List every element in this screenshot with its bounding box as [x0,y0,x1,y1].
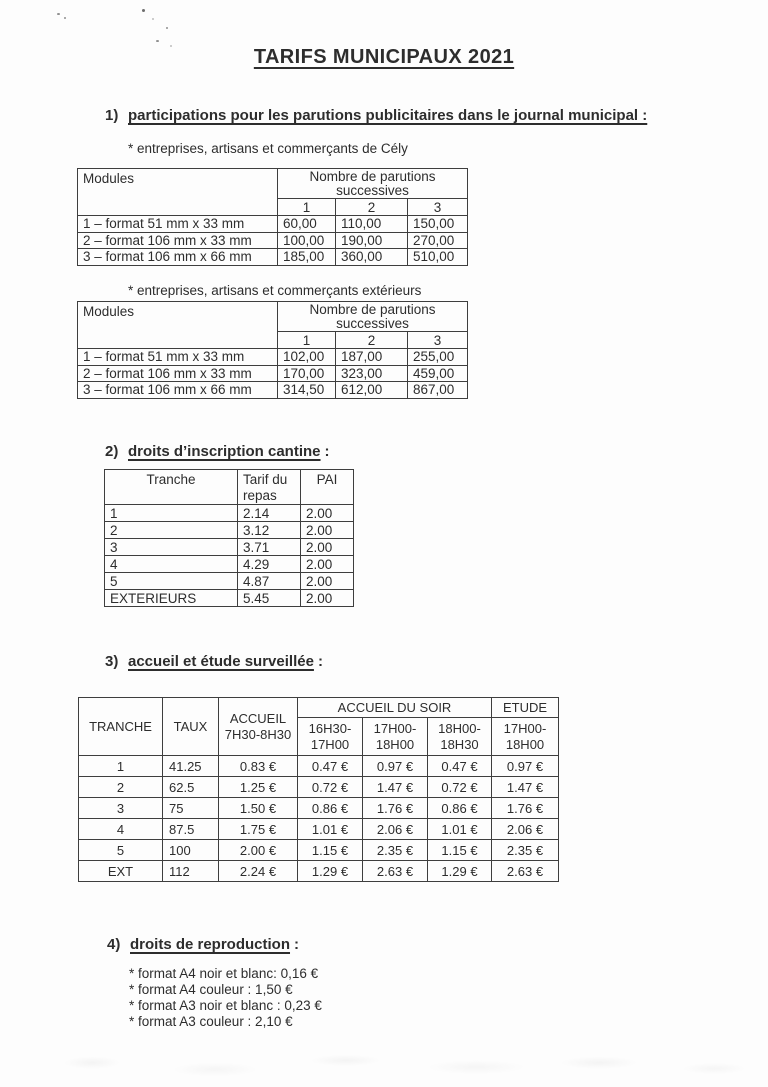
taux-cell: 87.5 [163,819,219,840]
tranche-cell: 1 [105,505,238,522]
col-header-etude-hours [492,718,559,756]
price-cell: 1.50 € [219,798,298,819]
pai-cell: 2.00 [301,522,354,539]
tarif-cell: 3.71 [238,539,301,556]
section-number: 1) [105,107,119,124]
module-cell: 1 – format 51 mm x 33 mm [78,349,278,366]
accueil-line2: 7H30-8H30 [224,726,292,742]
pai-cell: 2.00 [301,590,354,607]
price-cell: 314,50 [278,382,336,399]
price-cell: 2.00 € [219,840,298,861]
subcol-header: 1 [278,332,336,349]
table-row [79,798,559,819]
scan-speckle [142,9,145,12]
price-cell: 0.97 € [363,756,428,777]
tranche-cell: 5 [105,573,238,590]
price-cell: 170,00 [278,365,336,382]
section-number: 3) [105,653,119,670]
repro-list [129,966,322,1030]
tarif-line1: Tarif du [243,472,288,487]
soir1-line1: 16H30- [308,720,352,736]
pub-table-local [77,168,468,266]
price-cell: 0.72 € [298,777,363,798]
scan-speckle [64,17,66,19]
section-number: 4) [107,936,121,953]
etude-line2: 18H00 [505,736,545,752]
price-cell: 2.63 € [363,861,428,882]
table-row [105,556,354,573]
col-header-pai: PAI [301,470,354,505]
price-cell: 0.47 € [428,756,492,777]
price-cell: 1.47 € [492,777,559,798]
section-heading-suffix: : [294,936,300,953]
price-cell: 1.25 € [219,777,298,798]
price-cell: 255,00 [408,349,468,366]
group-line2: successives [336,316,409,331]
subcol-header: 3 [408,332,468,349]
col-header-tranche: Tranche [105,470,238,505]
tranche-cell: EXT [79,861,163,882]
price-cell: 2.24 € [219,861,298,882]
pub-table-exterior [77,301,468,399]
col-header-accueil-matin [219,698,298,756]
taux-cell: 62.5 [163,777,219,798]
taux-cell: 112 [163,861,219,882]
tarif-cell: 4.29 [238,556,301,573]
accueil-table [78,697,559,882]
tranche-cell: 2 [79,777,163,798]
section-heading-text: participations pour les parutions publicitaires dans le journal municipal : [128,107,648,124]
section-3-heading [105,653,323,670]
repro-item: * format A4 noir et blanc: 0,16 € [129,966,319,981]
tarif-cell: 3.12 [238,522,301,539]
section-4-heading [107,936,299,953]
table-row [78,249,468,266]
table-row [79,819,559,840]
tranche-cell: 2 [105,522,238,539]
repro-item: * format A4 couleur : 1,50 € [129,982,293,997]
tranche-cell: 1 [79,756,163,777]
tranche-cell: 3 [79,798,163,819]
pai-cell: 2.00 [301,556,354,573]
scan-noise [0,1038,768,1083]
scan-speckle [152,18,154,20]
scan-speckle [156,40,159,42]
price-cell: 0.72 € [428,777,492,798]
col-header-modules: Modules [78,169,278,216]
group-header-etude: ETUDE [492,698,559,718]
table-row [79,861,559,882]
module-cell: 1 – format 51 mm x 33 mm [78,216,278,233]
table-row [78,349,468,366]
tranche-cell: EXTERIEURS [105,590,238,607]
price-cell: 0.83 € [219,756,298,777]
tarif-cell: 5.45 [238,590,301,607]
pai-cell: 2.00 [301,505,354,522]
price-cell: 1.29 € [428,861,492,882]
tarif-cell: 2.14 [238,505,301,522]
tranche-cell: 4 [105,556,238,573]
cantine-table [104,469,354,607]
price-cell: 2.35 € [363,840,428,861]
price-cell: 100,00 [278,232,336,249]
tarif-line2: repas [243,488,277,503]
table-row [78,382,468,399]
price-cell: 0.86 € [428,798,492,819]
group-line1: Nombre de parutions [309,169,436,184]
price-cell: 1.76 € [363,798,428,819]
soir3-line2: 18H30 [440,736,479,752]
section-heading-text: accueil et étude surveillée [128,653,314,670]
table-row [105,573,354,590]
price-cell: 0.47 € [298,756,363,777]
table-row [105,505,354,522]
table-row [105,539,354,556]
table-row [78,232,468,249]
table-row [78,365,468,382]
price-cell: 459,00 [408,365,468,382]
taux-cell: 100 [163,840,219,861]
taux-cell: 75 [163,798,219,819]
tranche-cell: 4 [79,819,163,840]
page-title-text: TARIFS MUNICIPAUX 2021 [253,46,515,68]
scan-speckle [57,13,60,15]
price-cell: 1.47 € [363,777,428,798]
price-cell: 510,00 [408,249,468,266]
price-cell: 0.97 € [492,756,559,777]
price-cell: 1.29 € [298,861,363,882]
price-cell: 2.35 € [492,840,559,861]
table-row [105,522,354,539]
price-cell: 102,00 [278,349,336,366]
table-row [105,590,354,607]
page-title [0,46,768,69]
subcol-header: 1 [278,199,336,216]
pai-cell: 2.00 [301,539,354,556]
table-row [79,777,559,798]
price-cell: 185,00 [278,249,336,266]
col-header-tarif [238,470,301,505]
price-cell: 1.76 € [492,798,559,819]
section-2-heading [105,443,330,460]
price-cell: 1.15 € [428,840,492,861]
col-header-soir-3 [428,718,492,756]
accueil-line1: ACCUEIL [229,710,287,726]
scan-speckle [166,27,168,29]
price-cell: 1.75 € [219,819,298,840]
price-cell: 612,00 [336,382,408,399]
subcol-header: 2 [336,332,408,349]
price-cell: 1.15 € [298,840,363,861]
price-cell: 360,00 [336,249,408,266]
taux-cell: 41.25 [163,756,219,777]
tarif-cell: 4.87 [238,573,301,590]
table-row [78,216,468,233]
section-number: 2) [105,443,119,460]
repro-item: * format A3 noir et blanc : 0,23 € [129,998,322,1013]
price-cell: 190,00 [336,232,408,249]
subcol-header: 3 [408,199,468,216]
module-cell: 2 – format 106 mm x 33 mm [78,232,278,249]
table-row [79,840,559,861]
note-exterieurs: * entreprises, artisans et commerçants extérieurs [128,283,422,298]
section-heading-suffix: : [317,653,323,670]
pai-cell: 2.00 [301,573,354,590]
section-heading-text: droits de reproduction [130,936,291,953]
price-cell: 150,00 [408,216,468,233]
module-cell: 3 – format 106 mm x 66 mm [78,382,278,399]
section-heading-text: droits d’inscription cantine [128,443,321,460]
price-cell: 0.86 € [298,798,363,819]
tranche-cell: 5 [79,840,163,861]
soir2-line2: 18H00 [375,736,415,752]
repro-item: * format A3 couleur : 2,10 € [129,1014,293,1029]
price-cell: 2.06 € [363,819,428,840]
group-line2: successives [336,183,409,198]
price-cell: 60,00 [278,216,336,233]
soir3-line1: 18H00- [438,720,481,736]
price-cell: 2.06 € [492,819,559,840]
price-cell: 1.01 € [298,819,363,840]
group-line1: Nombre de parutions [309,302,436,317]
col-header-tranche: TRANCHE [79,698,163,756]
soir1-line2: 17H00 [310,736,350,752]
price-cell: 110,00 [336,216,408,233]
price-cell: 2.63 € [492,861,559,882]
price-cell: 323,00 [336,365,408,382]
price-cell: 1.01 € [428,819,492,840]
module-cell: 2 – format 106 mm x 33 mm [78,365,278,382]
section-1-heading [105,107,725,124]
col-header-soir-2 [363,718,428,756]
table-row [79,756,559,777]
soir2-line1: 17H00- [373,720,417,736]
price-cell: 270,00 [408,232,468,249]
price-cell: 867,00 [408,382,468,399]
col-header-group [278,302,468,332]
col-header-taux: TAUX [163,698,219,756]
note-cely: * entreprises, artisans et commerçants de Cély [128,141,408,156]
module-cell: 3 – format 106 mm x 66 mm [78,249,278,266]
etude-line1: 17H00- [503,720,547,736]
price-cell: 187,00 [336,349,408,366]
col-header-group [278,169,468,199]
col-header-modules: Modules [78,302,278,349]
group-header-accueil-du-soir: ACCUEIL DU SOIR [298,698,492,718]
tranche-cell: 3 [105,539,238,556]
section-heading-suffix: : [324,443,330,460]
col-header-soir-1 [298,718,363,756]
subcol-header: 2 [336,199,408,216]
